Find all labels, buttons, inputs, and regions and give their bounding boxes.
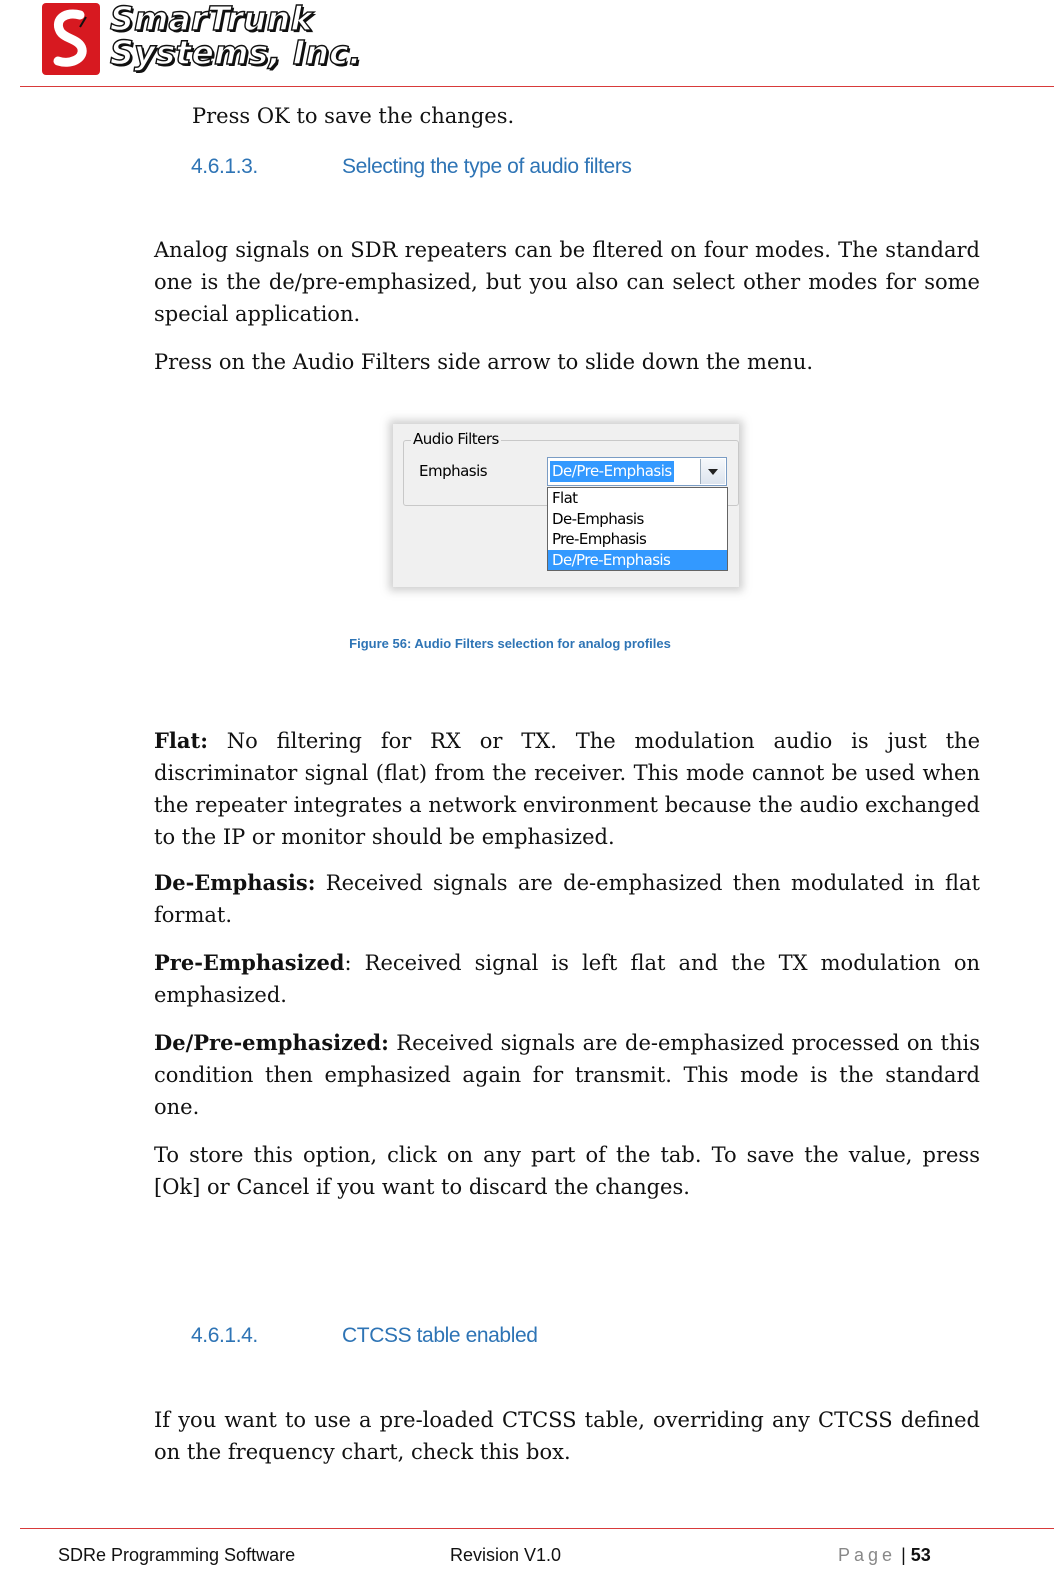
term-pre-emphasized: Pre-Emphasized <box>154 950 345 975</box>
text-de-pre-emphasized: Received signals are de-emphasized processed on this condition then emphasized again for transmit. This mode is the standard one. <box>154 1031 980 1119</box>
option-pre-emphasis[interactable]: Pre-Emphasis <box>552 530 647 548</box>
section-number-4-6-1-4: 4.6.1.4. <box>191 1324 258 1347</box>
company-logo-icon <box>42 3 100 75</box>
dropdown-arrow-button[interactable] <box>700 459 725 484</box>
emphasis-selected-value: De/Pre-Emphasis <box>552 462 672 480</box>
footer-doc-name: SDRe Programming Software <box>58 1545 296 1565</box>
definition-flat <box>154 725 980 853</box>
header-rule <box>20 86 1054 87</box>
company-name <box>110 2 362 70</box>
figure-caption: Figure 56: Audio Filters selection for analog profiles <box>349 636 671 651</box>
footer-page-number: 53 <box>910 1545 931 1565</box>
definition-de-emphasis <box>154 867 980 931</box>
footer-rule <box>20 1528 1054 1529</box>
audio-filters-screenshot <box>393 424 739 587</box>
text-pre-emphasized: : Received signal is left flat and the TX modulation on emphasized. <box>154 951 980 1007</box>
section-number-4-6-1-3: 4.6.1.3. <box>191 155 258 178</box>
paragraph-store-option: To store this option, click on any part of the tab. To save the value, press [Ok] or Cancel if you want to discard the changes. <box>154 1143 980 1199</box>
emphasis-label: Emphasis <box>419 462 488 480</box>
definition-de-pre-emphasized <box>154 1027 980 1123</box>
text-de-emphasis: Received signals are de-emphasized then modulated in flat format. <box>154 871 980 927</box>
option-de-emphasis[interactable]: De-Emphasis <box>552 509 644 528</box>
section-title-ctcss: CTCSS table enabled <box>342 1324 538 1347</box>
emphasis-dropdown[interactable] <box>547 457 727 486</box>
company-name-line1: SmarTrunk <box>110 0 313 38</box>
chevron-down-icon <box>708 469 718 475</box>
intro-line: Press OK to save the changes. <box>192 104 515 128</box>
term-de-emphasis: De-Emphasis: <box>154 870 316 895</box>
option-de-pre-emphasis[interactable]: De/Pre-Emphasis <box>548 550 727 571</box>
option-flat[interactable]: Flat <box>552 489 578 507</box>
definition-pre-emphasized <box>154 947 980 1011</box>
footer-revision: Revision V1.0 <box>450 1545 562 1565</box>
term-de-pre-emphasized: De/Pre-emphasized: <box>154 1030 389 1055</box>
footer-page-word: Page <box>838 1545 897 1565</box>
section-title-audio-filters: Selecting the type of audio filters <box>342 155 632 178</box>
term-flat: Flat: <box>154 728 208 753</box>
paragraph-press-arrow: Press on the Audio Filters side arrow to slide down the menu. <box>154 350 814 374</box>
footer-page-separator: | <box>901 1545 906 1565</box>
footer-page <box>838 1545 931 1566</box>
paragraph-ctcss: If you want to use a pre-loaded CTCSS table, overriding any CTCSS defined on the frequency chart, check this box. <box>154 1408 980 1464</box>
audio-filters-group-title: Audio Filters <box>413 430 499 448</box>
company-name-line2: Systems, Inc. <box>110 33 362 72</box>
text-flat: No filtering for RX or TX. The modulation audio is just the discriminator signal (flat) from the receiver. This mode cannot be used when the repeater integrates a network environment because the audio exchanged to the IP or monitor should be emphasized. <box>154 729 980 849</box>
paragraph-analog-signals: Analog signals on SDR repeaters can be fltered on four modes. The standard one is the de/pre-emphasized, but you also can select other modes for some special application. <box>154 238 980 326</box>
emphasis-options-list <box>547 487 728 571</box>
